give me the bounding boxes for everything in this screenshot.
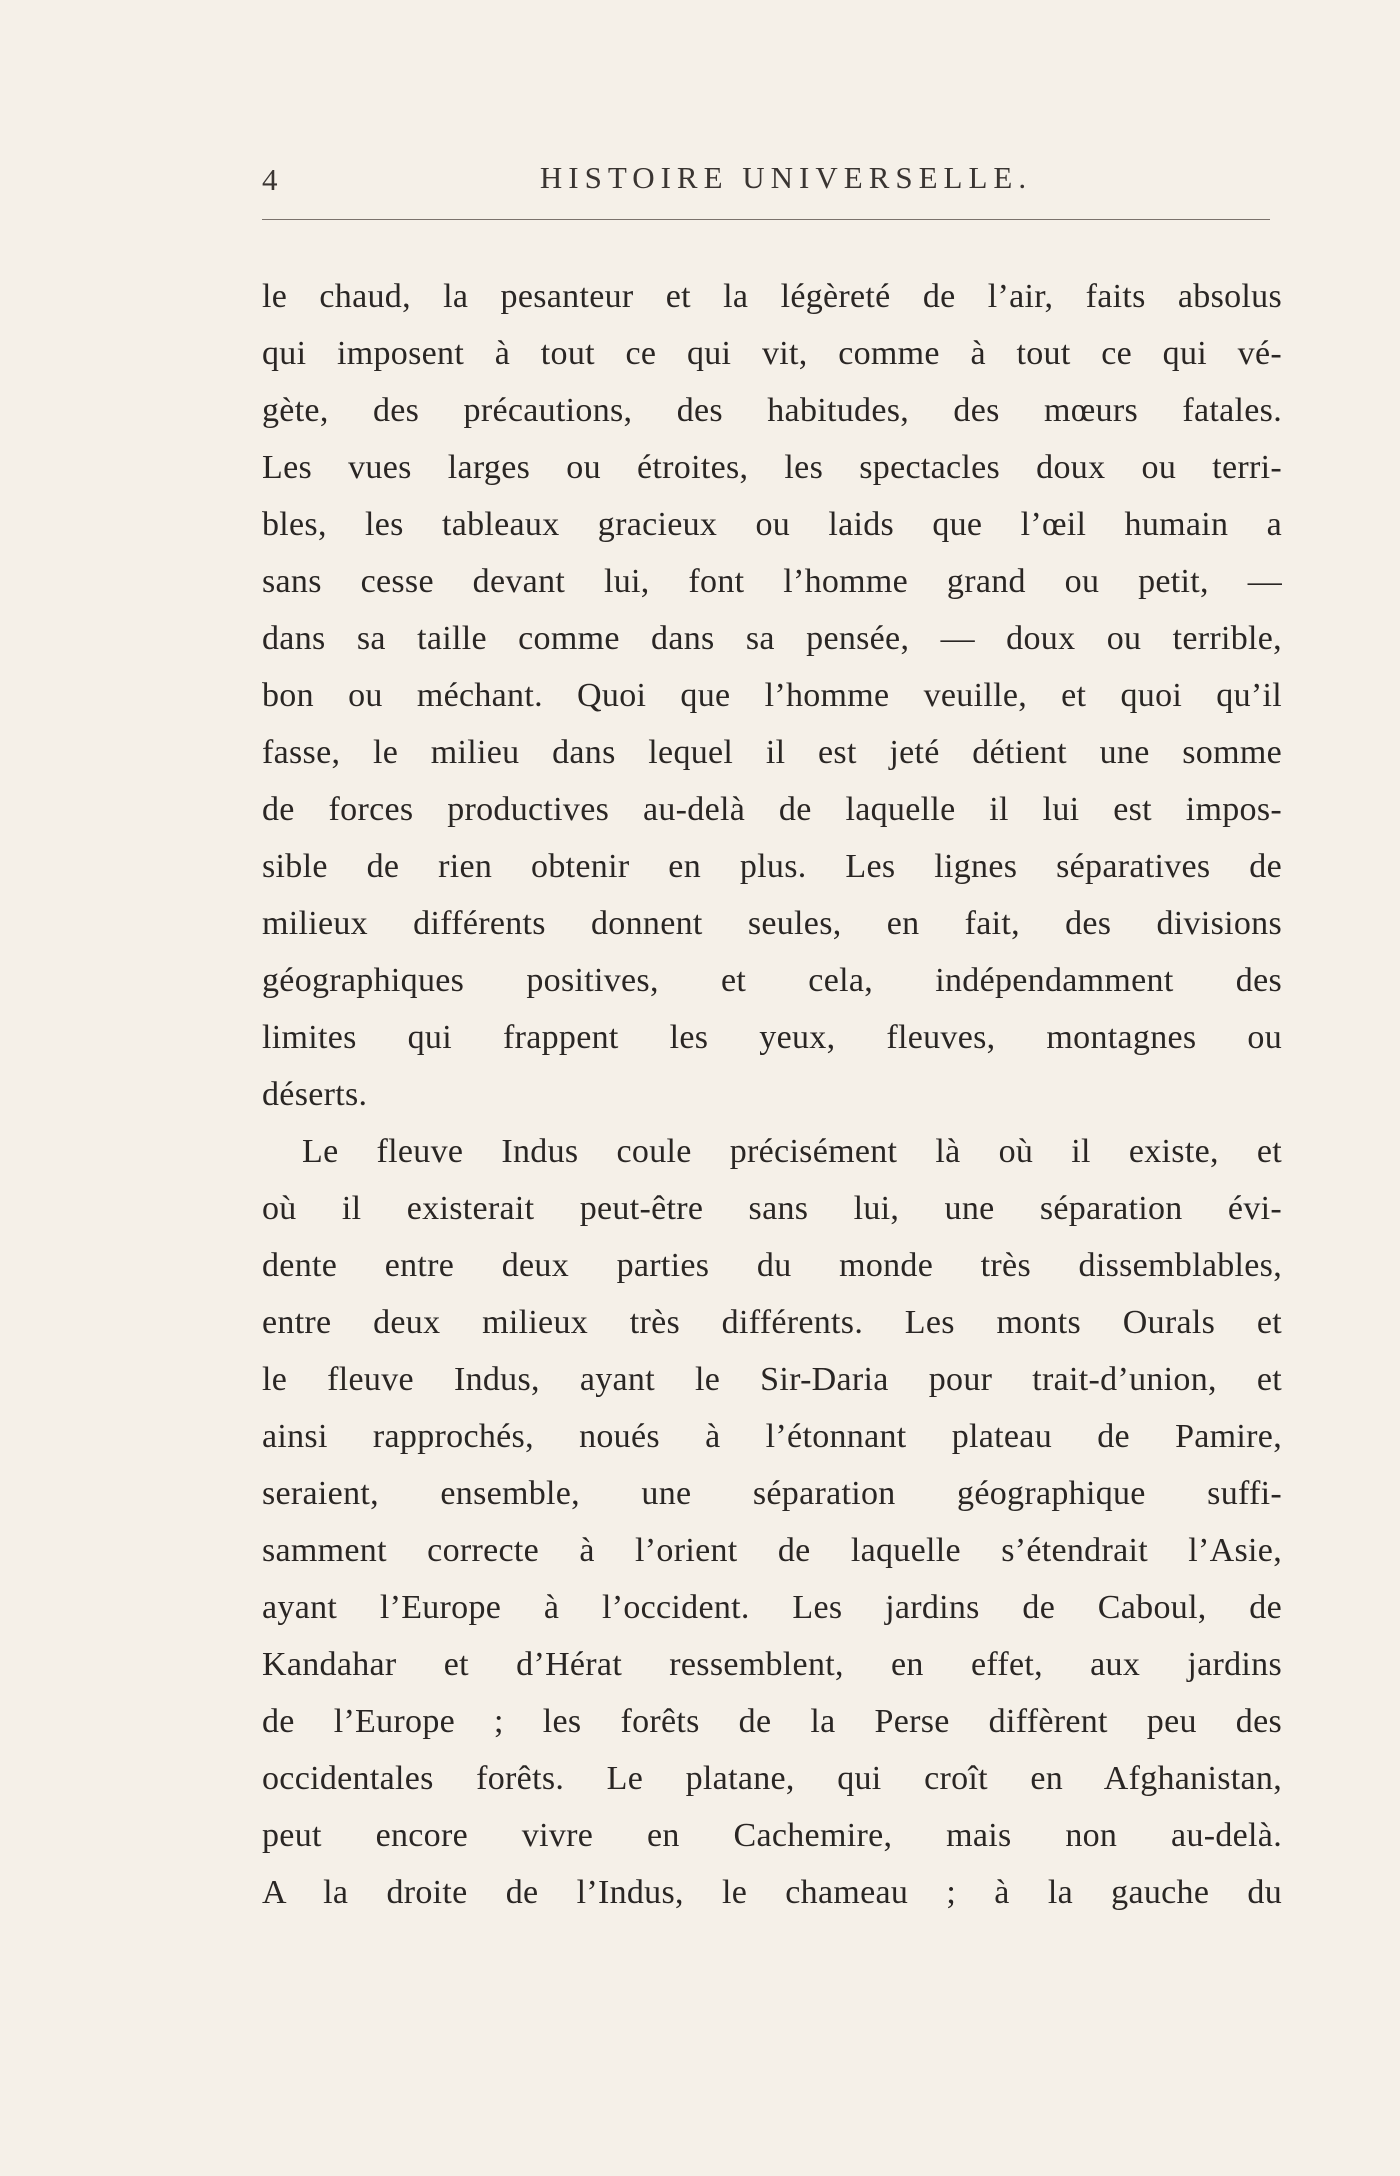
text-line: qui imposent à tout ce qui vit, comme à tout ce qui vé- (262, 335, 1282, 372)
paragraph-2 (262, 1123, 1282, 1921)
text-line: A la droite de l’Indus, le chameau ; à la gauche du (262, 1874, 1282, 1911)
paragraph-1 (262, 268, 1282, 1123)
text-line: Kandahar et d’Hérat ressemblent, en effet, aux jardins (262, 1646, 1282, 1683)
text-line: dans sa taille comme dans sa pensée, — doux ou terrible, (262, 620, 1282, 657)
text-line: Le fleuve Indus coule précisément là où il existe, et (302, 1133, 1282, 1170)
text-line: où il existerait peut-être sans lui, une séparation évi- (262, 1190, 1282, 1227)
text-line: entre deux milieux très différents. Les monts Ourals et (262, 1304, 1282, 1341)
text-line: occidentales forêts. Le platane, qui croît en Afghanistan, (262, 1760, 1282, 1797)
text-line: bles, les tableaux gracieux ou laids que l’œil humain a (262, 506, 1282, 543)
text-line: sans cesse devant lui, font l’homme grand ou petit, — (262, 563, 1282, 600)
text-line: de l’Europe ; les forêts de la Perse diffèrent peu des (262, 1703, 1282, 1740)
text-line: le chaud, la pesanteur et la légèreté de l’air, faits absolus (262, 278, 1282, 315)
header-rule (262, 219, 1270, 220)
text-line: ayant l’Europe à l’occident. Les jardins de Caboul, de (262, 1589, 1282, 1626)
text-line: déserts. (262, 1076, 368, 1113)
text-line: géographiques positives, et cela, indépendamment des (262, 962, 1282, 999)
text-line: Les vues larges ou étroites, les spectacles doux ou terri- (262, 449, 1282, 486)
text-line: samment correcte à l’orient de laquelle s’étendrait l’Asie, (262, 1532, 1282, 1569)
text-line: seraient, ensemble, une séparation géographique suffi- (262, 1475, 1282, 1512)
text-line: gète, des précautions, des habitudes, des mœurs fatales. (262, 392, 1282, 429)
text-line: sible de rien obtenir en plus. Les lignes séparatives de (262, 848, 1282, 885)
text-line: de forces productives au-delà de laquelle il lui est impos- (262, 791, 1282, 828)
running-head (262, 160, 1270, 206)
text-line: le fleuve Indus, ayant le Sir-Daria pour trait-d’union, et (262, 1361, 1282, 1398)
text-line: limites qui frappent les yeux, fleuves, montagnes ou (262, 1019, 1282, 1056)
text-line: milieux différents donnent seules, en fait, des divisions (262, 905, 1282, 942)
body-text (262, 268, 1282, 1921)
page-number: 4 (262, 162, 278, 197)
text-line: peut encore vivre en Cachemire, mais non au-delà. (262, 1817, 1282, 1854)
running-title: HISTOIRE UNIVERSELLE. (539, 160, 1033, 195)
text-line: bon ou méchant. Quoi que l’homme veuille, et quoi qu’il (262, 677, 1282, 714)
text-line: dente entre deux parties du monde très dissemblables, (262, 1247, 1282, 1284)
text-line: fasse, le milieu dans lequel il est jeté détient une somme (262, 734, 1282, 771)
text-line: ainsi rapprochés, noués à l’étonnant plateau de Pamire, (262, 1418, 1282, 1455)
